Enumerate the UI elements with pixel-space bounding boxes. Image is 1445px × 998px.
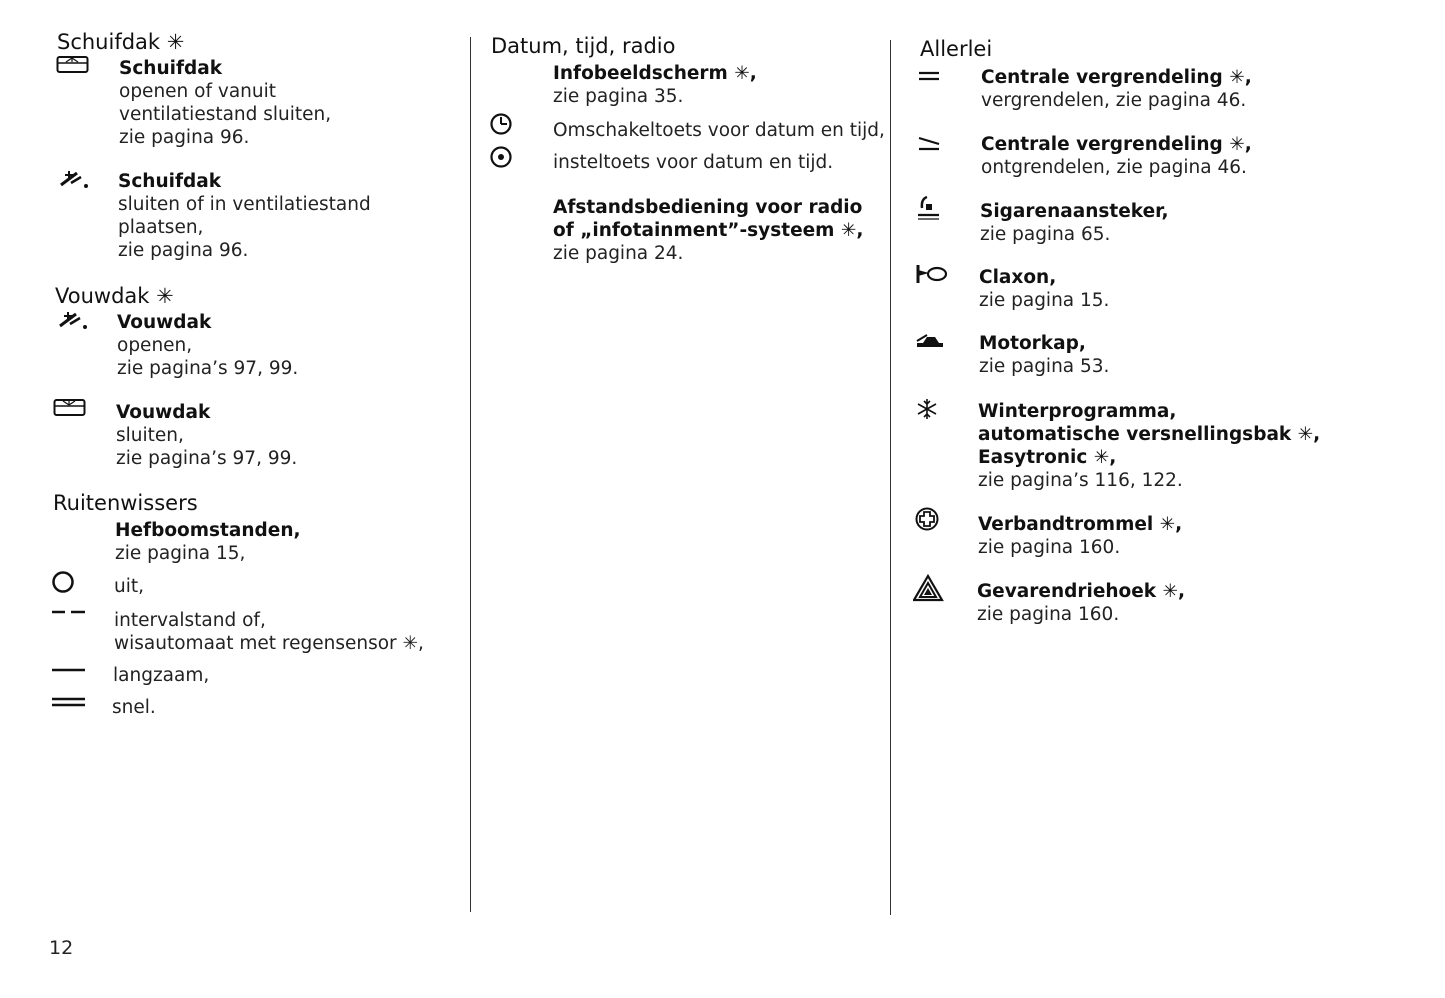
entry-reference: zie pagina 96. — [118, 240, 249, 261]
first-aid-kit-entry — [978, 513, 1182, 559]
entry-reference: vergrendelen, zie pagina 46. — [981, 90, 1247, 111]
entry-text: intervalstand of, — [114, 610, 266, 631]
central-lock-unlock-icon — [916, 133, 956, 159]
column-divider — [470, 37, 471, 912]
entry-title: Schuifdak — [118, 171, 222, 192]
entry-title: Winterprogramma, — [978, 401, 1177, 422]
winter-program-entry — [978, 400, 1320, 492]
entry-reference: ontgrendelen, zie pagina 46. — [981, 157, 1247, 178]
cigarette-lighter-icon — [915, 194, 955, 220]
wiper-slow-label: langzaam, — [113, 665, 210, 686]
entry-title: Sigarenaansteker, — [980, 201, 1169, 222]
entry-reference: zie pagina 160. — [977, 604, 1120, 625]
entry-reference: zie pagina 15, — [115, 543, 246, 564]
warning-triangle-icon — [913, 574, 953, 600]
entry-title: Hefboomstanden, — [115, 520, 301, 541]
section-heading-vouwdak: Vouwdak ✳ — [55, 284, 174, 308]
vouwdak-open-entry — [117, 311, 298, 380]
first-aid-kit-icon — [914, 506, 954, 532]
entry-reference: zie pagina 160. — [978, 537, 1121, 558]
section-heading-ruitenwissers: Ruitenwissers — [53, 491, 198, 515]
schuifdak-tilt-entry — [118, 170, 371, 262]
wiper-off-label: uit, — [114, 576, 144, 597]
horn-icon — [915, 262, 955, 288]
central-lock-lock-entry — [981, 66, 1252, 112]
cigarette-lighter-entry — [980, 200, 1169, 246]
entry-title: Easytronic ✳, — [978, 447, 1117, 468]
entry-title: Vouwdak — [116, 402, 211, 423]
set-button-icon — [489, 144, 529, 170]
entry-text: ventilatiestand sluiten, — [119, 104, 332, 125]
central-lock-unlock-entry — [981, 133, 1252, 179]
folding-roof-open-icon — [54, 308, 94, 334]
hood-icon — [915, 332, 955, 358]
entry-reference: zie pagina’s 97, 99. — [116, 448, 298, 469]
folding-roof-close-icon — [53, 397, 93, 423]
entry-title: Motorkap, — [979, 333, 1086, 354]
date-time-toggle-label: Omschakeltoets voor datum en tijd, — [553, 120, 885, 141]
vouwdak-close-entry — [116, 401, 297, 470]
horn-entry — [979, 266, 1109, 312]
sunroof-open-icon — [56, 54, 96, 80]
wiper-interval-icon — [50, 602, 90, 628]
wiper-interval-entry — [114, 609, 424, 655]
section-heading-schuifdak: Schuifdak ✳ — [57, 30, 185, 54]
entry-title: Claxon, — [979, 267, 1057, 288]
entry-reference: zie pagina 53. — [979, 356, 1110, 377]
warning-triangle-entry — [977, 580, 1185, 626]
wiper-fast-label: snel. — [112, 697, 156, 718]
entry-text: openen, — [117, 335, 193, 356]
wiper-off-icon — [51, 569, 91, 595]
wiper-lever-entry — [115, 519, 301, 565]
entry-text: plaatsen, — [118, 217, 204, 238]
snowflake-icon — [914, 396, 954, 422]
clock-toggle-icon — [489, 111, 529, 137]
date-time-set-label: insteltoets voor datum en tijd. — [553, 152, 834, 173]
entry-reference: zie pagina 35. — [553, 86, 684, 107]
entry-title: of „infotainment”-systeem ✳, — [553, 220, 864, 241]
wiper-fast-icon — [50, 692, 90, 718]
entry-title: Centrale vergrendeling ✳, — [981, 67, 1252, 88]
wiper-slow-icon — [50, 660, 90, 686]
entry-reference: zie pagina 65. — [980, 224, 1111, 245]
entry-title: Schuifdak — [119, 58, 223, 79]
entry-title: Infobeeldscherm ✳, — [553, 63, 757, 84]
entry-reference: zie pagina 96. — [119, 127, 250, 148]
entry-title: Centrale vergrendeling ✳, — [981, 134, 1252, 155]
entry-text: openen of vanuit — [119, 81, 276, 102]
sunroof-tilt-icon — [55, 167, 95, 193]
page-number: 12 — [49, 937, 74, 959]
entry-text: wisautomaat met regensensor ✳, — [114, 633, 424, 654]
section-heading-allerlei: Allerlei — [920, 37, 993, 61]
remote-control-entry — [553, 196, 863, 265]
entry-title: Gevarendriehoek ✳, — [977, 581, 1186, 602]
info-display-entry — [553, 62, 757, 108]
entry-text: sluiten of in ventilatiestand — [118, 194, 371, 215]
entry-reference: zie pagina’s 116, 122. — [978, 470, 1183, 491]
entry-reference: zie pagina’s 97, 99. — [117, 358, 299, 379]
entry-reference: zie pagina 15. — [979, 290, 1110, 311]
hood-entry — [979, 332, 1109, 378]
central-lock-lock-icon — [916, 66, 956, 92]
entry-title: Afstandsbediening voor radio — [553, 197, 863, 218]
entry-title: automatische versnellingsbak ✳, — [978, 424, 1321, 445]
entry-title: Vouwdak — [117, 312, 212, 333]
entry-text: sluiten, — [116, 425, 184, 446]
entry-title: Verbandtrommel ✳, — [978, 514, 1183, 535]
column-divider — [890, 40, 891, 915]
schuifdak-open-entry — [119, 57, 331, 149]
entry-reference: zie pagina 24. — [553, 243, 684, 264]
section-heading-datum-tijd-radio: Datum, tijd, radio — [491, 34, 676, 58]
